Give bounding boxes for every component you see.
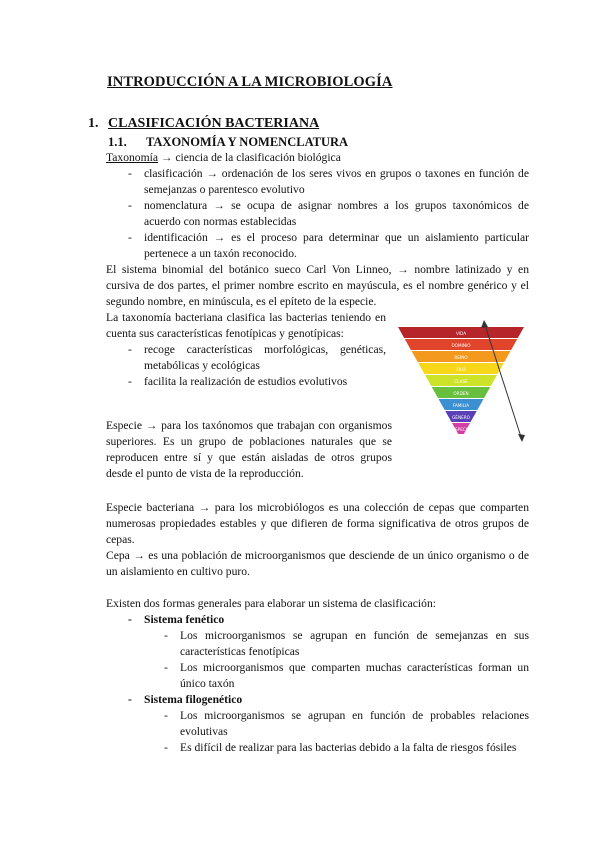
list-item: - Los microorganismos se agrupan en función de semejanzas en sus características fenotípicas [106, 628, 529, 660]
taxonomia-term: Taxonomía [106, 151, 158, 164]
double-arrow-icon [472, 318, 532, 446]
page-title: INTRODUCCIÓN A LA MICROBIOLOGÍA [107, 74, 393, 90]
fenetico-list [106, 628, 529, 692]
pyramid-label: FAMILIA [452, 403, 470, 408]
list-item [106, 692, 529, 708]
list-item: - Los microorganismos que comparten muchas características forman un único taxón [106, 660, 529, 692]
list-item: - Es difícil de realizar para las bacterias debido a la falta de riesgos fósiles [106, 740, 529, 756]
subsection-heading: TAXONOMÍA Y NOMENCLATURA [146, 135, 349, 149]
pyramid-label: ORDEN [453, 391, 469, 396]
especie-bacteriana-paragraph: Especie bacteriana → para los microbiólogos es una colección de cepas que comparten numerosas propiedades estables y que difieren de forma significativa de otros grupos de cepas. [106, 501, 529, 546]
pyramid-label: GÉNERO [452, 415, 470, 420]
pyramid-label: ESPECIE [452, 427, 470, 432]
binomial-paragraph: El sistema binomial del botánico sueco Carl Von Linneo, → nombre latinizado y en cursiva de dos partes, el primer nombre escrito en mayúscula, es el nombre genérico y el segundo nombre, en minúscula, es el epíteto de la especie. [106, 263, 529, 308]
list-item: - clasificación → ordenación de los seres vivos en grupos o taxones en función de semejanzas o parentesco evolutivo [106, 166, 529, 198]
filogenetico-title: Sistema filogenético [144, 693, 243, 706]
pyramid-label: VIDA [455, 331, 467, 336]
section-number: 1. [88, 116, 99, 131]
list-item: - recoge características morfológicas, genéticas, metabólicas y ecológicas [106, 342, 386, 374]
list-item: - facilita la realización de estudios evolutivos [106, 374, 386, 390]
cepa-paragraph: Cepa → es una población de microorganismos que desciende de un único organismo o de un aislamiento en cultivo puro. [106, 549, 529, 578]
taxonomia-list [106, 166, 529, 262]
subsection-number: 1.1. [108, 135, 127, 149]
sistemas-list-2 [106, 692, 529, 708]
list-item: - nomenclatura → se ocupa de asignar nombres a los grupos taxonómicos de acuerdo con normas establecidas [106, 198, 529, 230]
list-item: - identificación → es el proceso para determinar que un aislamiento particular pertenece a un taxón reconocido. [106, 230, 529, 262]
taxonomia-definition-text: → ciencia de la clasificación biológica [158, 151, 341, 164]
sistemas-list [106, 612, 529, 628]
bacterial-taxonomy-list [106, 342, 386, 390]
fenetico-title: Sistema fenético [144, 613, 225, 626]
bacterial-taxonomy-block [106, 310, 386, 390]
sistemas-intro: Existen dos formas generales para elaborar un sistema de clasificación: [106, 597, 436, 610]
taxonomia-block [106, 150, 529, 310]
pyramid-label: REINO [454, 355, 468, 360]
sistemas-block [106, 596, 529, 756]
list-item [106, 612, 529, 628]
pyramid-label: FILO [456, 367, 466, 372]
section-heading: CLASIFICACIÓN BACTERIANA [108, 116, 320, 131]
filogenetico-list [106, 708, 529, 756]
especie-paragraph: Especie → para los taxónomos que trabajan con organismos superiores. Es un grupo de poblaciones naturales que se reproducen entre sí y que están aisladas de otros grupos desde el punto de vista de la reproducción. [106, 419, 392, 480]
bacterial-taxonomy-intro: La taxonomía bacteriana clasifica las bacterias teniendo en cuenta sus características fenotípicas y genotípicas: [106, 311, 386, 340]
taxonomia-definition [106, 150, 529, 166]
pyramid-label: DOMINIO [451, 343, 471, 348]
list-item: - Los microorganismos se agrupan en función de probables relaciones evolutivas [106, 708, 529, 740]
pyramid-label: CLASE [454, 379, 468, 384]
